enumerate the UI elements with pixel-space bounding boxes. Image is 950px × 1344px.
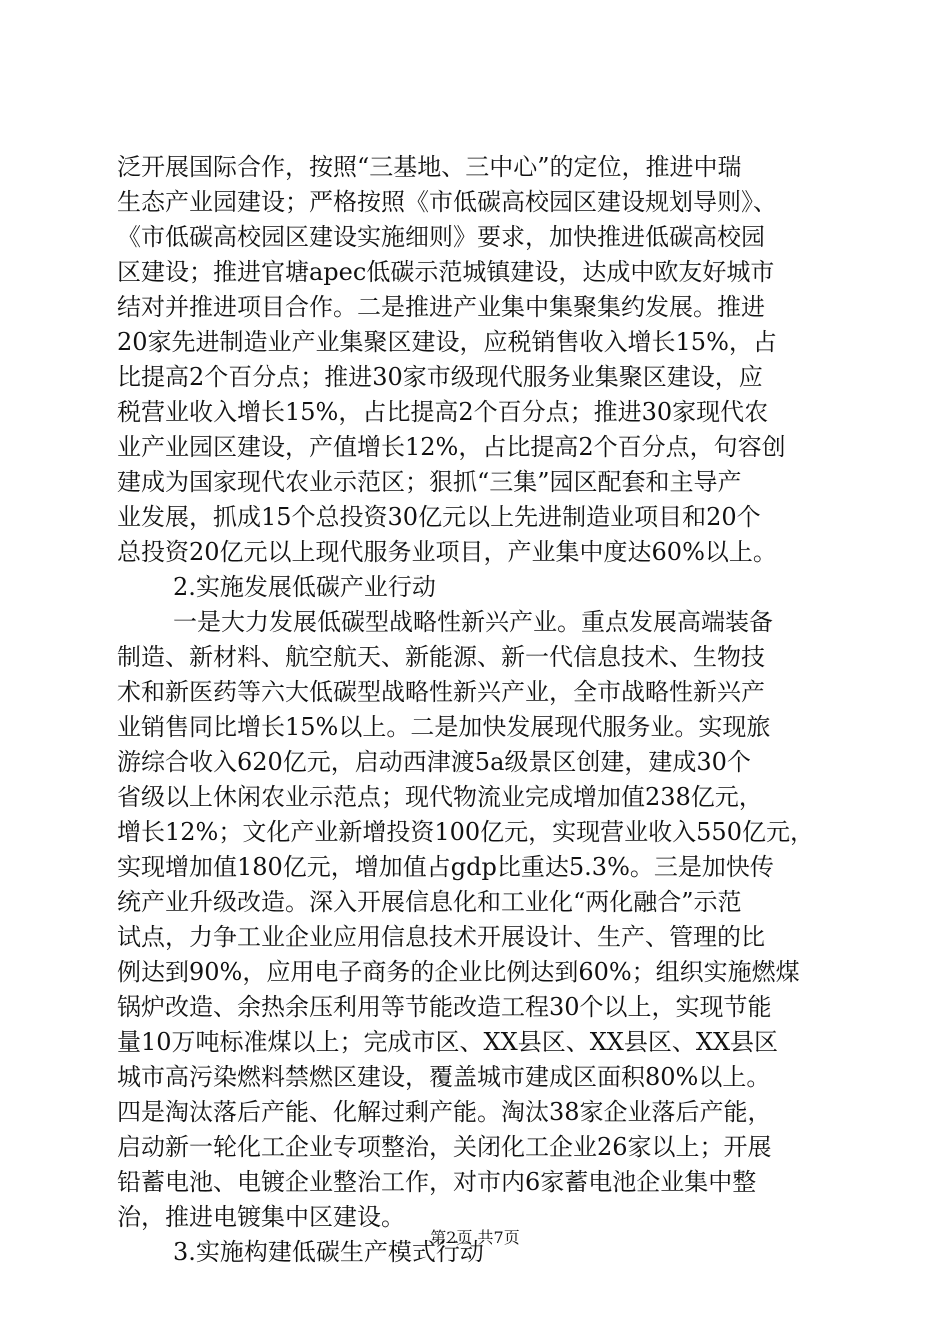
text-line: 游综合收入620亿元，启动西津渡5a级景区创建，建成30个	[117, 748, 751, 776]
text-line: 总投资20亿元以上现代服务业项目，产业集中度达60%以上。	[117, 538, 777, 566]
text-line: 业发展，抓成15个总投资30亿元以上先进制造业项目和20个	[117, 503, 761, 531]
text-line: 城市高污染燃料禁燃区建设，覆盖城市建成区面积80%以上。	[117, 1063, 771, 1091]
text-line: 启动新一轮化工企业专项整治，关闭化工企业26家以上；开展	[117, 1133, 772, 1161]
text-line: 业产业园区建设，产值增长12%，占比提高2个百分点，句容创	[117, 433, 786, 461]
text-line: 省级以上休闲农业示范点；现代物流业完成增加值238亿元，	[117, 783, 763, 811]
text-line: 治，推进电镀集中区建设。	[117, 1203, 405, 1231]
text-line: 泛开展国际合作，按照“三基地、三中心”的定位，推进中瑞	[117, 153, 742, 181]
text-line: 区建设；推进官塘apec低碳示范城镇建设，达成中欧友好城市	[117, 258, 775, 286]
text-line: 建成为国家现代农业示范区；狠抓“三集”园区配套和主导产	[117, 468, 742, 496]
text-line: 《市低碳高校园区建设实施细则》要求，加快推进低碳高校园	[117, 223, 765, 251]
section-heading: 2.实施发展低碳产业行动	[173, 573, 436, 601]
text-line: 增长12%；文化产业新增投资100亿元，实现营业收入550亿元，	[117, 818, 814, 846]
text-line: 例达到90%，应用电子商务的企业比例达到60%；组织实施燃煤	[117, 958, 800, 986]
text-line: 税营业收入增长15%，占比提高2个百分点；推进30家现代农	[117, 398, 769, 426]
section-heading: 3.实施构建低碳生产模式行动	[173, 1238, 484, 1266]
text-line: 制造、新材料、航空航天、新能源、新一代信息技术、生物技	[117, 643, 765, 671]
text-line: 试点，力争工业企业应用信息技术开展设计、生产、管理的比	[117, 923, 765, 951]
text-line: 20家先进制造业产业集聚区建设，应税销售收入增长15%，占	[117, 328, 777, 356]
text-line: 业销售同比增长15%以上。二是加快发展现代服务业。实现旅	[117, 713, 771, 741]
text-line: 术和新医药等六大低碳型战略性新兴产业，全市战略性新兴产	[117, 678, 765, 706]
page-number-footer: 第2页 共7页	[430, 1228, 520, 1247]
text-line: 统产业升级改造。深入开展信息化和工业化“两化融合”示范	[117, 888, 742, 916]
text-line: 四是淘汰落后产能、化解过剩产能。淘汰38家企业落后产能，	[117, 1098, 772, 1126]
document-body	[117, 150, 835, 1270]
text-line: 铅蓄电池、电镀企业整治工作，对市内6家蓄电池企业集中整	[117, 1168, 757, 1196]
text-line: 结对并推进项目合作。二是推进产业集中集聚集约发展。推进	[117, 293, 765, 321]
text-line: 比提高2个百分点；推进30家市级现代服务业集聚区建设，应	[117, 363, 763, 391]
text-line: 量10万吨标准煤以上；完成市区、XX县区、XX县区、XX县区	[117, 1028, 779, 1056]
paragraph-first-line: 一是大力发展低碳型战略性新兴产业。重点发展高端装备	[173, 608, 773, 636]
text-line: 实现增加值180亿元，增加值占gdp比重达5.3%。三是加快传	[117, 853, 774, 881]
text-line: 生态产业园建设；严格按照《市低碳高校园区建设规划导则》、	[117, 188, 777, 216]
text-line: 锅炉改造、余热余压利用等节能改造工程30个以上，实现节能	[117, 993, 772, 1021]
